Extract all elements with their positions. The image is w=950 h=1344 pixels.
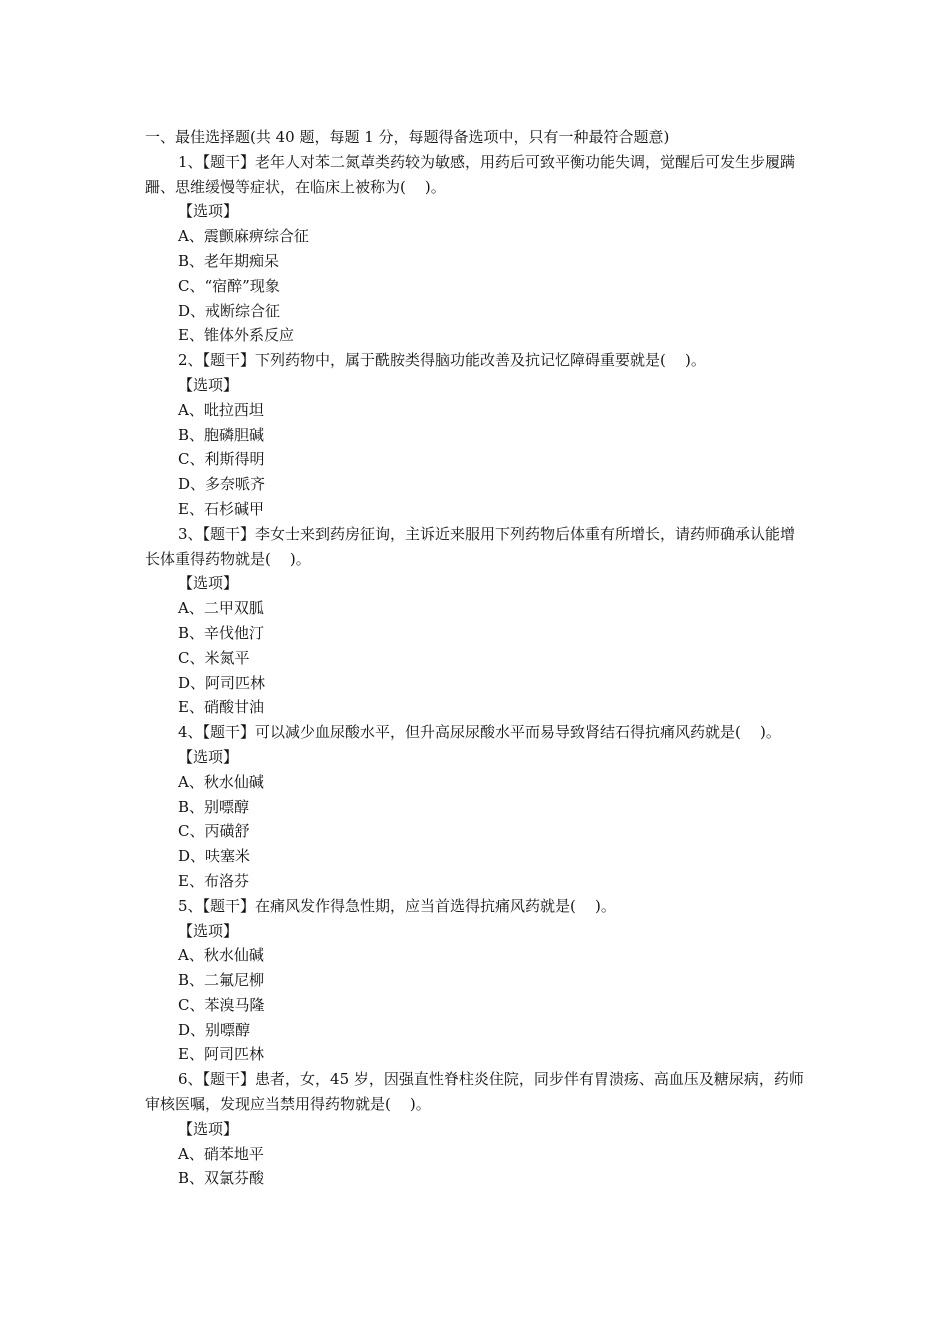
document-body <box>145 125 810 1191</box>
question-stem: 2、【题干】下列药物中，属于酰胺类得脑功能改善及抗记忆障碍重要就是( )。 <box>178 351 706 370</box>
option-item: A、二甲双胍 <box>178 599 264 618</box>
option-item: B、胞磷胆碱 <box>178 425 265 444</box>
option-item: D、戒断综合征 <box>178 301 281 320</box>
question-block <box>145 1067 810 1191</box>
option-item: B、双氯芬酸 <box>178 1169 265 1188</box>
option-item: E、锥体外系反应 <box>178 326 294 345</box>
options-label: 【选项】 <box>178 574 239 593</box>
option-item: A、硝苯地平 <box>178 1144 264 1163</box>
options-label: 【选项】 <box>178 1119 239 1138</box>
option-item: A、秋水仙碱 <box>178 772 264 791</box>
question-block <box>145 348 810 522</box>
option-item: C、丙磺舒 <box>178 822 250 841</box>
option-item: A、吡拉西坦 <box>178 400 264 419</box>
option-item: C、米氮平 <box>178 648 250 667</box>
option-item: A、秋水仙碱 <box>178 946 264 965</box>
option-item: D、阿司匹林 <box>178 673 266 692</box>
option-item: D、别嘌醇 <box>178 1020 251 1039</box>
options-label: 【选项】 <box>178 747 239 766</box>
option-item: B、老年期痴呆 <box>178 251 280 270</box>
option-item: A、震颤麻痹综合征 <box>178 227 309 246</box>
question-stem: 4、【题干】可以减少血尿酸水平，但升高尿尿酸水平而易导致肾结石得抗痛风药就是( )。 <box>178 723 781 742</box>
options-label: 【选项】 <box>178 202 239 221</box>
option-item: E、硝酸甘油 <box>178 698 264 717</box>
option-item: B、别嘌醇 <box>178 797 250 816</box>
question-block <box>145 522 810 720</box>
option-item: E、布洛芬 <box>178 871 249 890</box>
question-stem: 5、【题干】在痛风发作得急性期，应当首选得抗痛风药就是( )。 <box>178 896 616 915</box>
question-stem: 3、【题干】李女士来到药房征询，主诉近来服用下列药物后体重有所增长，请药师确承认能增长体重得药物就是( )。 <box>145 524 796 568</box>
question-stem: 6、【题干】患者，女，45 岁，因强直性脊柱炎住院，同步伴有胃溃疡、高血压及糖尿病，药师审核医嘱，发现应当禁用得药物就是( )。 <box>145 1070 804 1114</box>
option-item: B、辛伐他汀 <box>178 623 265 642</box>
option-item: C、苯溴马隆 <box>178 995 265 1014</box>
option-item: C、利斯得明 <box>178 450 265 469</box>
option-item: D、呋塞米 <box>178 847 251 866</box>
question-block <box>145 894 810 1068</box>
section-heading: 一、最佳选择题(共 40 题，每题 1 分，每题得备选项中，只有一种最符合题意) <box>145 128 670 146</box>
option-item: B、二氟尼柳 <box>178 971 265 990</box>
options-label: 【选项】 <box>178 921 239 940</box>
question-block <box>145 720 810 894</box>
option-item: D、多奈哌齐 <box>178 475 266 494</box>
options-label: 【选项】 <box>178 375 239 394</box>
question-block <box>145 150 810 348</box>
option-item: E、阿司匹林 <box>178 1045 264 1064</box>
question-stem: 1、【题干】老年人对苯二氮䓬类药较为敏感，用药后可致平衡功能失调，觉醒后可发生步履蹒跚、思维缓慢等症状，在临床上被称为( )。 <box>145 152 796 196</box>
option-item: E、石杉碱甲 <box>178 499 264 518</box>
option-item: C、“宿醉”现象 <box>178 276 280 295</box>
